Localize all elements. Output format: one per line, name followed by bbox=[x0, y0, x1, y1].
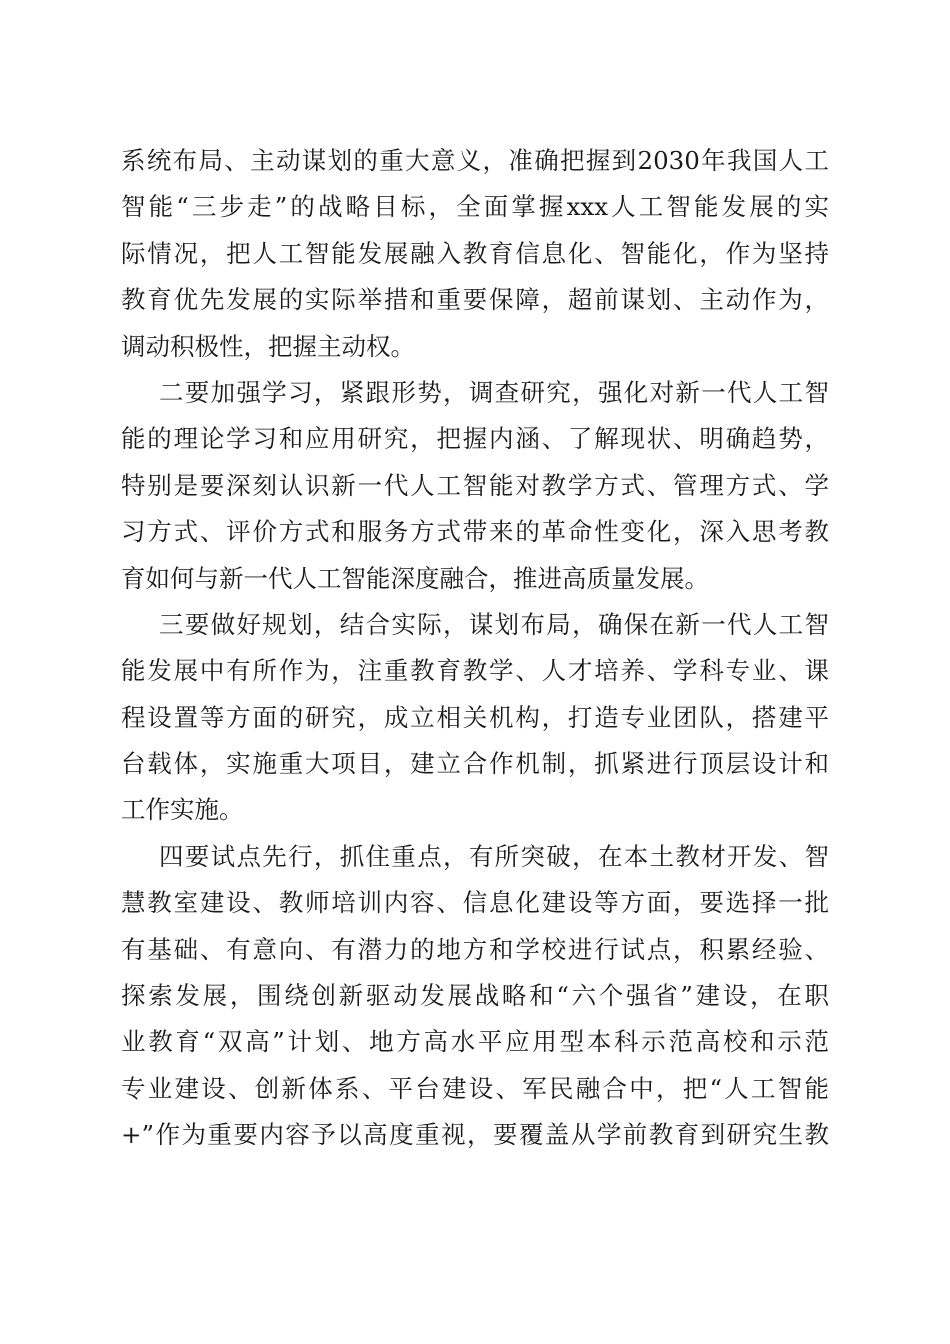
text-line: 育如何与新一代人工智能深度融合，推进高质量发展。 bbox=[121, 563, 709, 593]
text-line: +”作为重要内容予以高度重视，要覆盖从学前教育到研究生教 bbox=[121, 1120, 829, 1150]
body-text bbox=[121, 138, 829, 1159]
text-line: 际情况，把人工智能发展融入教育信息化、智能化，作为坚持 bbox=[121, 238, 829, 268]
text-line: 三要做好规划，结合实际，谋划布局，确保在新一代人工智 bbox=[159, 609, 829, 639]
text-line: 慧教室建设、教师培训内容、信息化建设等方面，要选择一批 bbox=[121, 888, 829, 918]
text-line: 业教育“双高”计划、地方高水平应用型本科示范高校和示范 bbox=[121, 1027, 829, 1057]
text-line: 探索发展，围绕创新驱动发展战略和“六个强省”建设，在职 bbox=[121, 981, 829, 1011]
text-line: 特别是要深刻认识新一代人工智能对教学方式、管理方式、学 bbox=[121, 470, 829, 500]
text-line: 程设置等方面的研究，成立相关机构，打造专业团队，搭建平 bbox=[121, 702, 829, 732]
text-line: 能的理论学习和应用研究，把握内涵、了解现状、明确趋势， bbox=[121, 424, 829, 454]
text-line: 智能“三步走”的战略目标，全面掌握xxx人工智能发展的实 bbox=[121, 192, 829, 222]
text-line: 二要加强学习，紧跟形势，调查研究，强化对新一代人工智 bbox=[159, 377, 829, 407]
text-line: 系统布局、主动谋划的重大意义，准确把握到2030年我国人工 bbox=[121, 146, 829, 175]
text-line: 专业建设、创新体系、平台建设、军民融合中，把“人工智能 bbox=[121, 1073, 829, 1103]
text-line: 工作实施。 bbox=[121, 795, 244, 825]
text-line: 调动积极性，把握主动权。 bbox=[121, 331, 415, 361]
text-line: 习方式、评价方式和服务方式带来的革命性变化，深入思考教 bbox=[121, 517, 829, 547]
text-line: 能发展中有所作为，注重教育教学、人才培养、学科专业、课 bbox=[121, 656, 829, 686]
text-line: 四要试点先行，抓住重点，有所突破，在本土教材开发、智 bbox=[159, 841, 829, 871]
text-line: 台载体，实施重大项目，建立合作机制，抓紧进行顶层设计和 bbox=[121, 749, 829, 779]
text-line: 有基础、有意向、有潜力的地方和学校进行试点，积累经验、 bbox=[121, 934, 829, 964]
text-line: 教育优先发展的实际举措和重要保障，超前谋划、主动作为， bbox=[121, 285, 829, 315]
